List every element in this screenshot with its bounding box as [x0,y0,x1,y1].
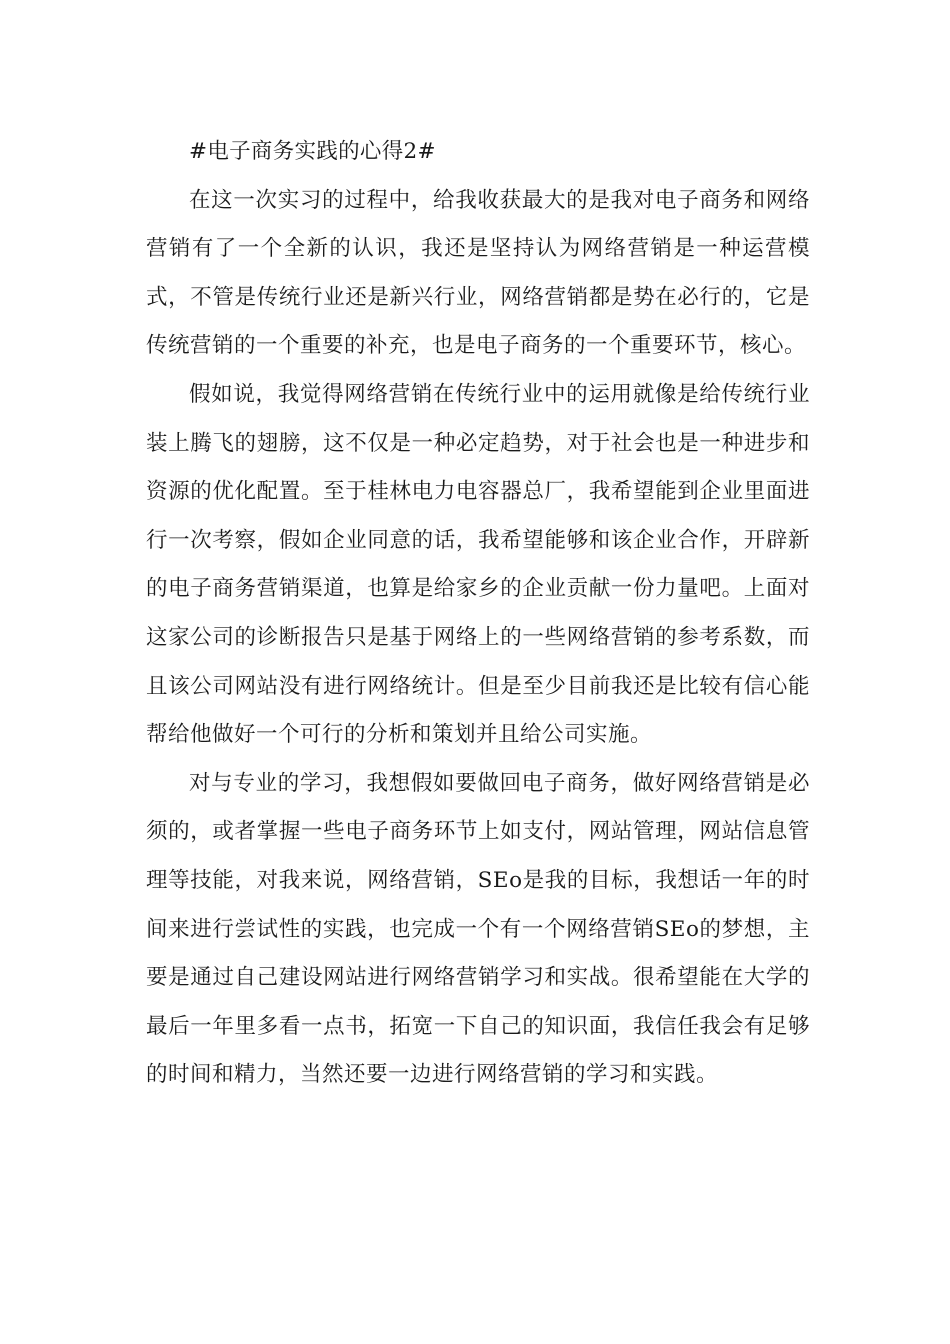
document-heading: #电子商务实践的心得2# [189,139,436,164]
paragraph: 在这一次实习的过程中，给我收获最大的是我对电子商务和网络营销有了一个全新的认识，我还是坚持认为网络营销是一种运营模式，不管是传统行业还是新兴行业，网络营销都是势在必行的，它是传统营销的一个重要的补充，也是电子商务的一个重要环节，核心。 [146,187,810,359]
paragraph: 对与专业的学习，我想假如要做回电子商务，做好网络营销是必须的，或者掌握一些电子商务环节上如支付，网站管理，网站信息管理等技能，对我来说，网络营销，SEo是我的目标，我想话一年的时间来进行尝试性的实践，也完成一个有一个网络营销SEo的梦想，主要是通过自己建设网站进行网络营销学习和实战。很希望能在大学的最后一年里多看一点书，拓宽一下自己的知识面，我信任我会有足够的时间和精力，当然还要一边进行网络营销的学习和实践。 [146,770,810,1088]
document-body [146,128,810,1100]
paragraph: 假如说，我觉得网络营销在传统行业中的运用就像是给传统行业装上腾飞的翅膀，这不仅是一种必定趋势，对于社会也是一种进步和资源的优化配置。至于桂林电力电容器总厂，我希望能到企业里面进行一次考察，假如企业同意的话，我希望能够和该企业合作，开辟新的电子商务营销渠道，也算是给家乡的企业贡献一份力量吧。上面对这家公司的诊断报告只是基于网络上的一些网络营销的参考系数，而且该公司网站没有进行网络统计。但是至少目前我还是比较有信心能帮给他做好一个可行的分析和策划并且给公司实施。 [146,381,810,748]
